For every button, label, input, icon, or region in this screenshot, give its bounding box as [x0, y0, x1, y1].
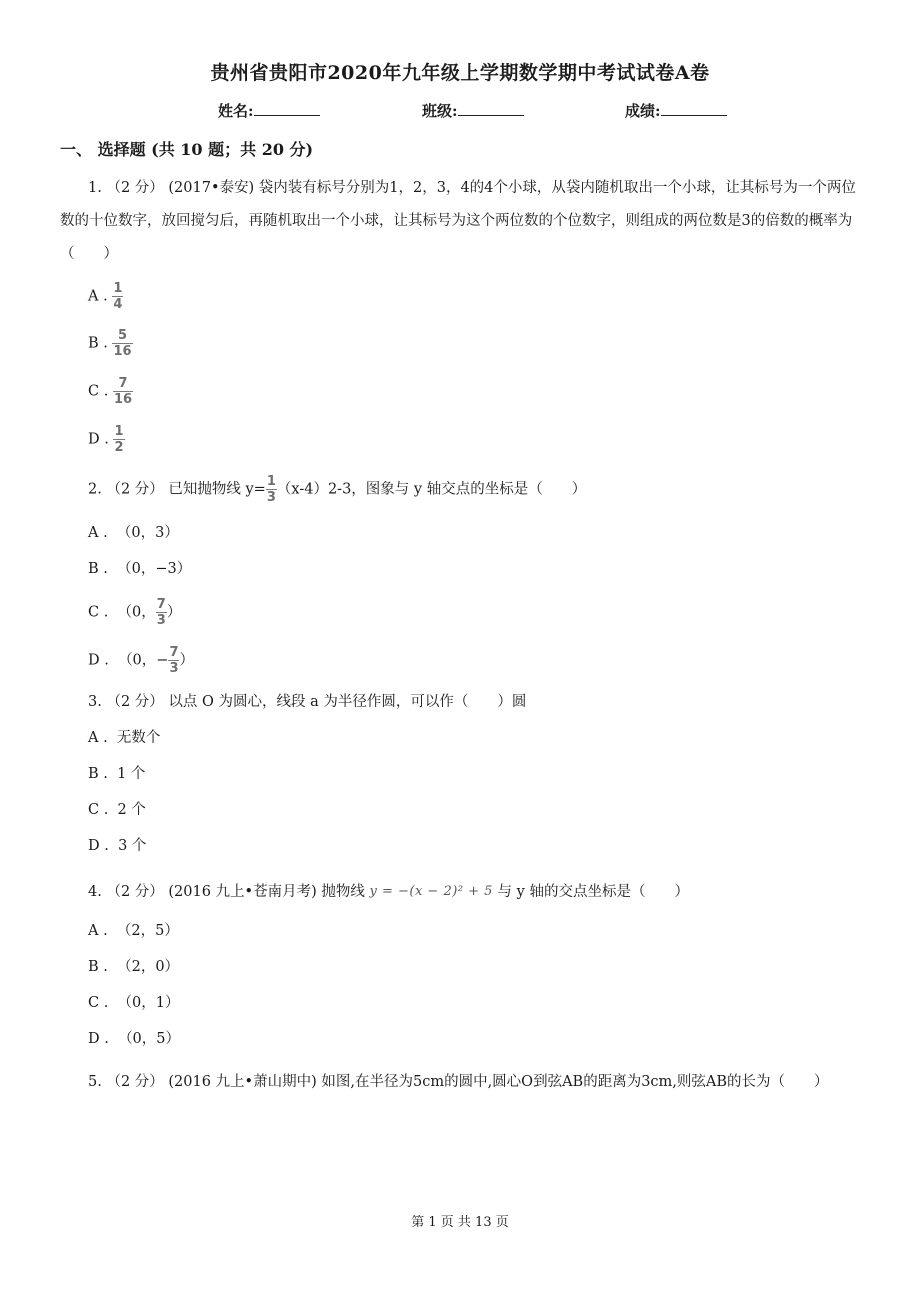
fraction: $\frac{1}{4}$: [113, 281, 123, 312]
name-field: [218, 100, 320, 121]
fraction: $\frac{1}{2}$: [114, 424, 124, 455]
fraction: $\frac{7}{16}$: [113, 376, 133, 407]
q3-option-c: C . 2 个: [88, 802, 146, 818]
q4-option-d: D . （0，5）: [88, 1031, 181, 1047]
score-label: 成绩:: [625, 102, 661, 120]
question-5-text: 5. （2 分） (2016 九上•萧山期中) 如图,在半径为5cm的圆中,圆心O到弦AB的距离为3cm,则弦AB的长为（ ）: [88, 1074, 829, 1090]
section-heading: 一、 选择题 (共 10 题；共 20 分): [60, 140, 314, 159]
name-label: 姓名:: [218, 102, 254, 120]
q4-option-a: A . （2，5）: [88, 923, 179, 939]
page-footer: 第 1 页 共 13 页: [411, 1215, 509, 1230]
fraction: $\frac{7}{3}$: [156, 597, 166, 628]
q1-option-a: A . $\frac{1}{4}$: [88, 281, 123, 312]
question-1-text: 1. （2 分） (2017•泰安) 袋内装有标号分别为1，2，3，4的4个小球，从袋内随机取出一个小球，让其标号为一个两位数的十位数字，放回搅匀后，再随机取出一个小球，让其标号为这个两位数的个位数字，则组成的两位数是3的倍数的概率为（ ）: [60, 180, 856, 262]
fraction: $\frac{7}{3}$: [169, 645, 179, 676]
fraction: $\frac{1}{3}$: [266, 474, 276, 505]
formula-image: y = −(x − 2)² + 5: [369, 884, 493, 899]
q2-option-d: D . （0，− $\frac{7}{3}$ ）: [88, 645, 194, 676]
name-blank: [254, 101, 320, 116]
q3-option-a: A . 无数个: [88, 730, 161, 746]
q1-option-b: B . $\frac{5}{16}$: [88, 328, 132, 359]
q1-option-c: C . $\frac{7}{16}$: [88, 376, 133, 407]
class-field: [422, 100, 524, 121]
q2-option-c: C . （0， $\frac{7}{3}$ ）: [88, 597, 182, 628]
q3-option-b: B . 1 个: [88, 766, 146, 782]
q4-option-b: B . （2，0）: [88, 959, 180, 975]
class-label: 班级:: [422, 102, 458, 120]
question-3-text: 3. （2 分） 以点 O 为圆心，线段 a 为半径作圆，可以作（ ）圆: [88, 694, 527, 710]
q4-option-c: C . （0，1）: [88, 995, 180, 1011]
question-4-text: 4. （2 分） (2016 九上•苍南月考) 抛物线 y = −(x − 2)² + 5 与 y 轴的交点坐标是（ ）: [88, 884, 689, 900]
q1-option-d: D . $\frac{1}{2}$: [88, 424, 124, 455]
question-2-text: 2. （2 分） 已知抛物线 y= $\frac{1}{3}$ （x-4）2-3，图象与 y 轴交点的坐标是（ ）: [88, 474, 587, 505]
fraction: $\frac{5}{16}$: [113, 328, 132, 359]
q3-option-d: D . 3 个: [88, 838, 147, 854]
score-field: [625, 100, 727, 121]
class-blank: [458, 101, 524, 116]
score-blank: [661, 101, 727, 116]
q2-option-b: B . （0，−3）: [88, 561, 192, 577]
page-title: 贵州省贵阳市2020年九年级上学期数学期中考试试卷A卷: [210, 62, 710, 84]
q2-option-a: A . （0，3）: [88, 525, 179, 541]
